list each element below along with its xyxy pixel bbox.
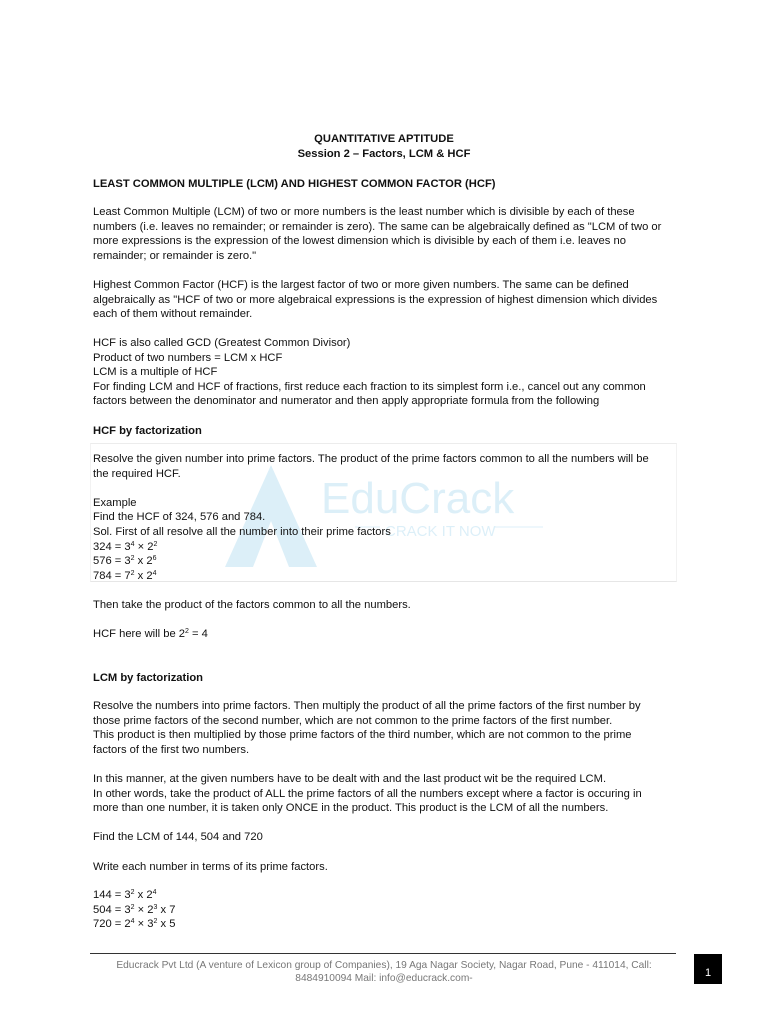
- page-footer: [92, 959, 676, 985]
- lcm-instruction: Write each number in terms of its prime factors.: [93, 861, 328, 873]
- fact-line: factors between the denominator and numerator and then apply appropriate formula from the following: [93, 395, 600, 408]
- lcm-heading: LCM by factorization: [93, 672, 204, 684]
- footer-line-1: Educrack Pvt Ltd (A venture of Lexicon group of Companies), 19 Aga Nagar Society, Nagar Road, Pune - 411014, Call:: [116, 960, 652, 971]
- fact-line: Product of two numbers = LCM x HCF: [93, 351, 283, 364]
- hcf-result: HCF here will be $2^2 = 4$: [93, 628, 208, 640]
- factorization-line: $324 = 3^4 \times 2^2$: [93, 540, 158, 553]
- footer-divider: [90, 953, 676, 954]
- document-subtitle: Session 2 – Factors, LCM & HCF: [297, 148, 471, 160]
- factorization-line: $720 = 2^4 \times 3^2$ x 5: [93, 918, 176, 931]
- hcf-example: [93, 452, 677, 583]
- text-line: This product is then multiplied by those prime factors of the third number, which are not common to the prime: [93, 729, 632, 742]
- factorization-line: $504 = 3^2 \times 2^3$ x 7: [93, 903, 176, 916]
- lcm-question: Find the LCM of 144, 504 and 720: [93, 831, 263, 843]
- lcm-paragraph-1: [93, 699, 677, 757]
- text-line: remainder; or remainder is zero.": [93, 249, 257, 262]
- text-line: In other words, take the product of ALL the prime factors of all the numbers except where a factor is occuring in: [93, 787, 642, 800]
- example-solution: Sol. First of all resolve all the number into their prime factors: [93, 525, 391, 538]
- text-line: Least Common Multiple (LCM) of two or more numbers is the least number which is divisible by each of these: [93, 206, 635, 218]
- text-line: each of them without remainder.: [93, 308, 253, 321]
- facts-list: [93, 336, 677, 409]
- text-line: the required HCF.: [93, 467, 181, 480]
- text-line: Highest Common Factor (HCF) is the largest factor of two or more given numbers. The same can be defined: [93, 279, 629, 291]
- example-label: Example: [93, 496, 137, 509]
- footer-line-2: 8484910094 Mail: info@educrack.com-: [295, 973, 473, 984]
- text-line: numbers (i.e. leaves no remainder; or remainder is zero). The same can be algebraically defined as "LCM of two or: [93, 220, 662, 233]
- hcf-then-text: Then take the product of the factors common to all the numbers.: [93, 599, 411, 611]
- watermark-brand: EduCrack: [321, 474, 515, 523]
- example-question: Find the HCF of 324, 576 and 784.: [93, 511, 266, 524]
- text-line: In this manner, at the given numbers have to be dealt with and the last product wit be the required LCM.: [93, 773, 607, 785]
- hcf-definition: [93, 278, 677, 322]
- fact-line: For finding LCM and HCF of fractions, first reduce each fraction to its simplest form i.e., cancel out any common: [93, 380, 646, 393]
- factorization-line: $576 = 3^2$ x $2^6$: [93, 555, 157, 568]
- text-line: more than one number, it is taken only ONCE in the product. This product is the LCM of all the numbers.: [93, 802, 609, 815]
- factorization-line: $144 = 3^2$ x $2^4$: [93, 889, 157, 901]
- page-number: 1: [694, 954, 722, 984]
- lcm-factorizations: [93, 888, 677, 932]
- factorization-line: $784 = 7^2$ x $2^4$: [93, 569, 157, 582]
- lcm-definition: [93, 205, 677, 263]
- text-line: Resolve the given number into prime factors. The product of the prime factors common to all the numbers will be: [93, 453, 649, 465]
- text-line: those prime factors of the second number, which are not common to the prime factors of the first number.: [93, 714, 613, 727]
- text-line: Resolve the numbers into prime factors. Then multiply the product of all the prime factors of the first number by: [93, 700, 641, 712]
- hcf-heading: HCF by factorization: [93, 425, 202, 437]
- main-heading: LEAST COMMON MULTIPLE (LCM) AND HIGHEST COMMON FACTOR (HCF): [93, 178, 496, 190]
- text-line: algebraically as "HCF of two or more algebraical expressions is the expression of highest dimension which divides: [93, 293, 658, 306]
- watermark-tagline: CRACK IT NOW: [385, 523, 496, 540]
- fact-line: LCM is a multiple of HCF: [93, 366, 218, 379]
- fact-line: HCF is also called GCD (Greatest Common Divisor): [93, 337, 351, 349]
- text-line: factors of the first two numbers.: [93, 743, 250, 756]
- text-line: more expressions is the expression of the lowest dimension which is divisible by each of them i.e. leaves no: [93, 235, 626, 248]
- document-title: QUANTITATIVE APTITUDE: [314, 133, 454, 145]
- lcm-paragraph-2: [93, 772, 677, 816]
